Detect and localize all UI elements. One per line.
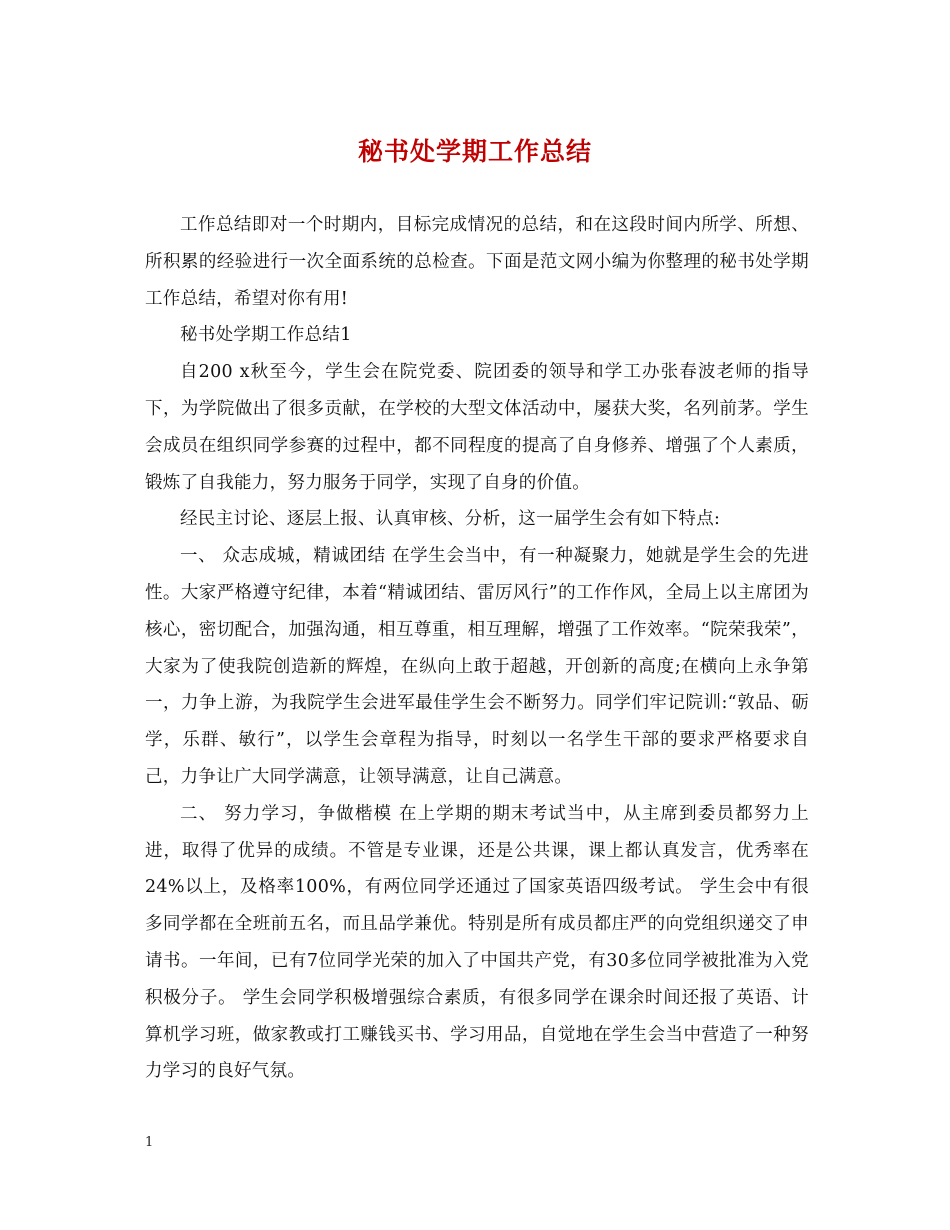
body-paragraph: 二、 努力学习，争做楷模 在上学期的期末考试当中，从主席到委员都努力上进，取得了优异的成绩。不管是专业课，还是公共课，课上都认真发言，优秀率在24%以上，及格率100%，有两位同学还通过了国家英语四级考试。 学生会中有很多同学都在全班前五名，而且品学兼优。特别是所有成员都庄严的向党组织递交了申请书。一年间，已有7位同学光荣的加入了中国共产党，有30多位同学被批准为入党积极分子。 学生会同学积极增强综合素质，有很多同学在课余时间还报了英语、计算机学习班，做家教或打工赚钱买书、学习用品，自觉地在学生会当中营造了一种努力学习的良好气氛。 [145,803,809,1082]
body-paragraph: 自200 x秋至今，学生会在院党委、院团委的领导和学工办张春波老师的指导下，为学院做出了很多贡献，在学校的大型文体活动中，屡获大奖，名列前茅。学生会成员在组织同学参赛的过程中，都不同程度的提高了自身修养、增强了个人素质，锻炼了自我能力，努力服务于同学，实现了自身的价值。 [145,362,809,493]
body-paragraph: 经民主讨论、逐层上报、认真审核、分析，这一届学生会有如下特点: [180,509,721,530]
page-title: 秘书处学期工作总结 [357,137,592,166]
intro-paragraph: 工作总结即对一个时期内，目标完成情况的总结，和在这段时间内所学、所想、所积累的经验进行一次全面系统的总检查。下面是范文网小编为你整理的秘书处学期工作总结，希望对你有用! [145,215,809,309]
body-paragraph: 一、 众志成城，精诚团结 在学生会当中，有一种凝聚力，她就是学生会的先进性。大家严格遵守纪律，本着“精诚团结、雷厉风行”的工作作风，全局上以主席团为核心，密切配合，加强沟通，相互尊重，相互理解，增强了工作效率。“院荣我荣”，大家为了使我院创造新的辉煌，在纵向上敢于超越，开创新的高度;在横向上永争第一，力争上游，为我院学生会进军最佳学生会不断努力。同学们牢记院训:“敦品、砺学，乐群、敏行”，以学生会章程为指导，时刻以一名学生干部的要求严格要求自己，力争让广大同学满意，让领导满意，让自己满意。 [145,546,809,787]
document-body [145,207,809,1090]
page-number: 1 [145,1135,154,1150]
section-heading: 秘书处学期工作总结1 [180,325,352,346]
